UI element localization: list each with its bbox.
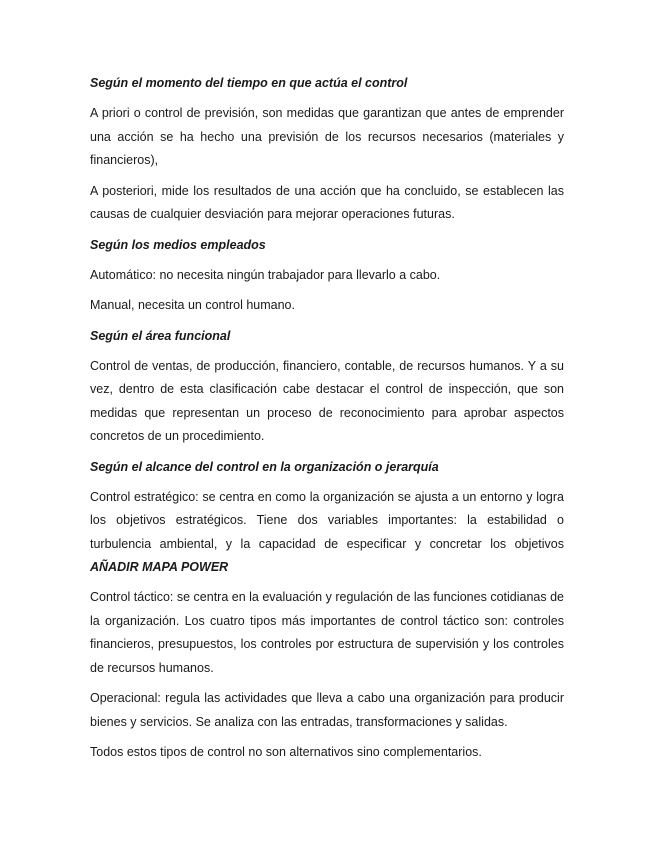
paragraph-a-priori: A priori o control de previsión, son medidas que garantizan que antes de emprender una acción se ha hecho una previsión de los recursos necesarios (materiales y financieros),: [90, 106, 564, 167]
paragraph-conclusion: Todos estos tipos de control no son alternativos sino complementarios.: [90, 745, 482, 759]
paragraph-automatico: Automático: no necesita ningún trabajador para llevarlo a cabo.: [90, 267, 441, 282]
section-heading-area-funcional: Según el área funcional: [90, 328, 231, 343]
paragraph-control-ventas: Control de ventas, de producción, financiero, contable, de recursos humanos. Y a su vez, dentro de esta clasificación cabe destacar el control de inspección, que son medidas que representan un proceso de reconocimiento para aprobar aspectos concretos de un procedimiento.: [90, 358, 564, 443]
section-heading-medios: Según los medios empleados: [90, 237, 266, 252]
note-anadir-mapa: AÑADIR MAPA POWER: [90, 560, 229, 574]
section-heading-tiempo: Según el momento del tiempo en que actúa el control: [90, 76, 408, 90]
section-heading-alcance: Según el alcance del control en la organización o jerarquía: [90, 459, 439, 474]
paragraph-control-tactico: Control táctico: se centra en la evaluación y regulación de las funciones cotidianas de la organización. Los cuatro tipos más importantes de control táctico son: controles financieros, presupuestos, los controles por estructura de supervisión y los controles de recursos humanos.: [90, 590, 564, 675]
paragraph-control-estrategico: Control estratégico: se centra en como la organización se ajusta a un entorno y logra los objetivos estratégicos. Tiene dos variables importantes: la estabilidad o turbulencia ambiental, y la capacidad de especificar y concretar los objetivos: [90, 489, 564, 551]
document-page: [90, 72, 564, 772]
paragraph-a-posteriori: A posteriori, mide los resultados de una acción que ha concluido, se establecen las causas de cualquier desviación para mejorar operaciones futuras.: [90, 183, 564, 221]
paragraph-manual: Manual, necesita un control humano.: [90, 298, 295, 312]
paragraph-operacional: Operacional: regula las actividades que lleva a cabo una organización para producir bienes y servicios. Se analiza con las entradas, transformaciones y salidas.: [90, 691, 564, 729]
